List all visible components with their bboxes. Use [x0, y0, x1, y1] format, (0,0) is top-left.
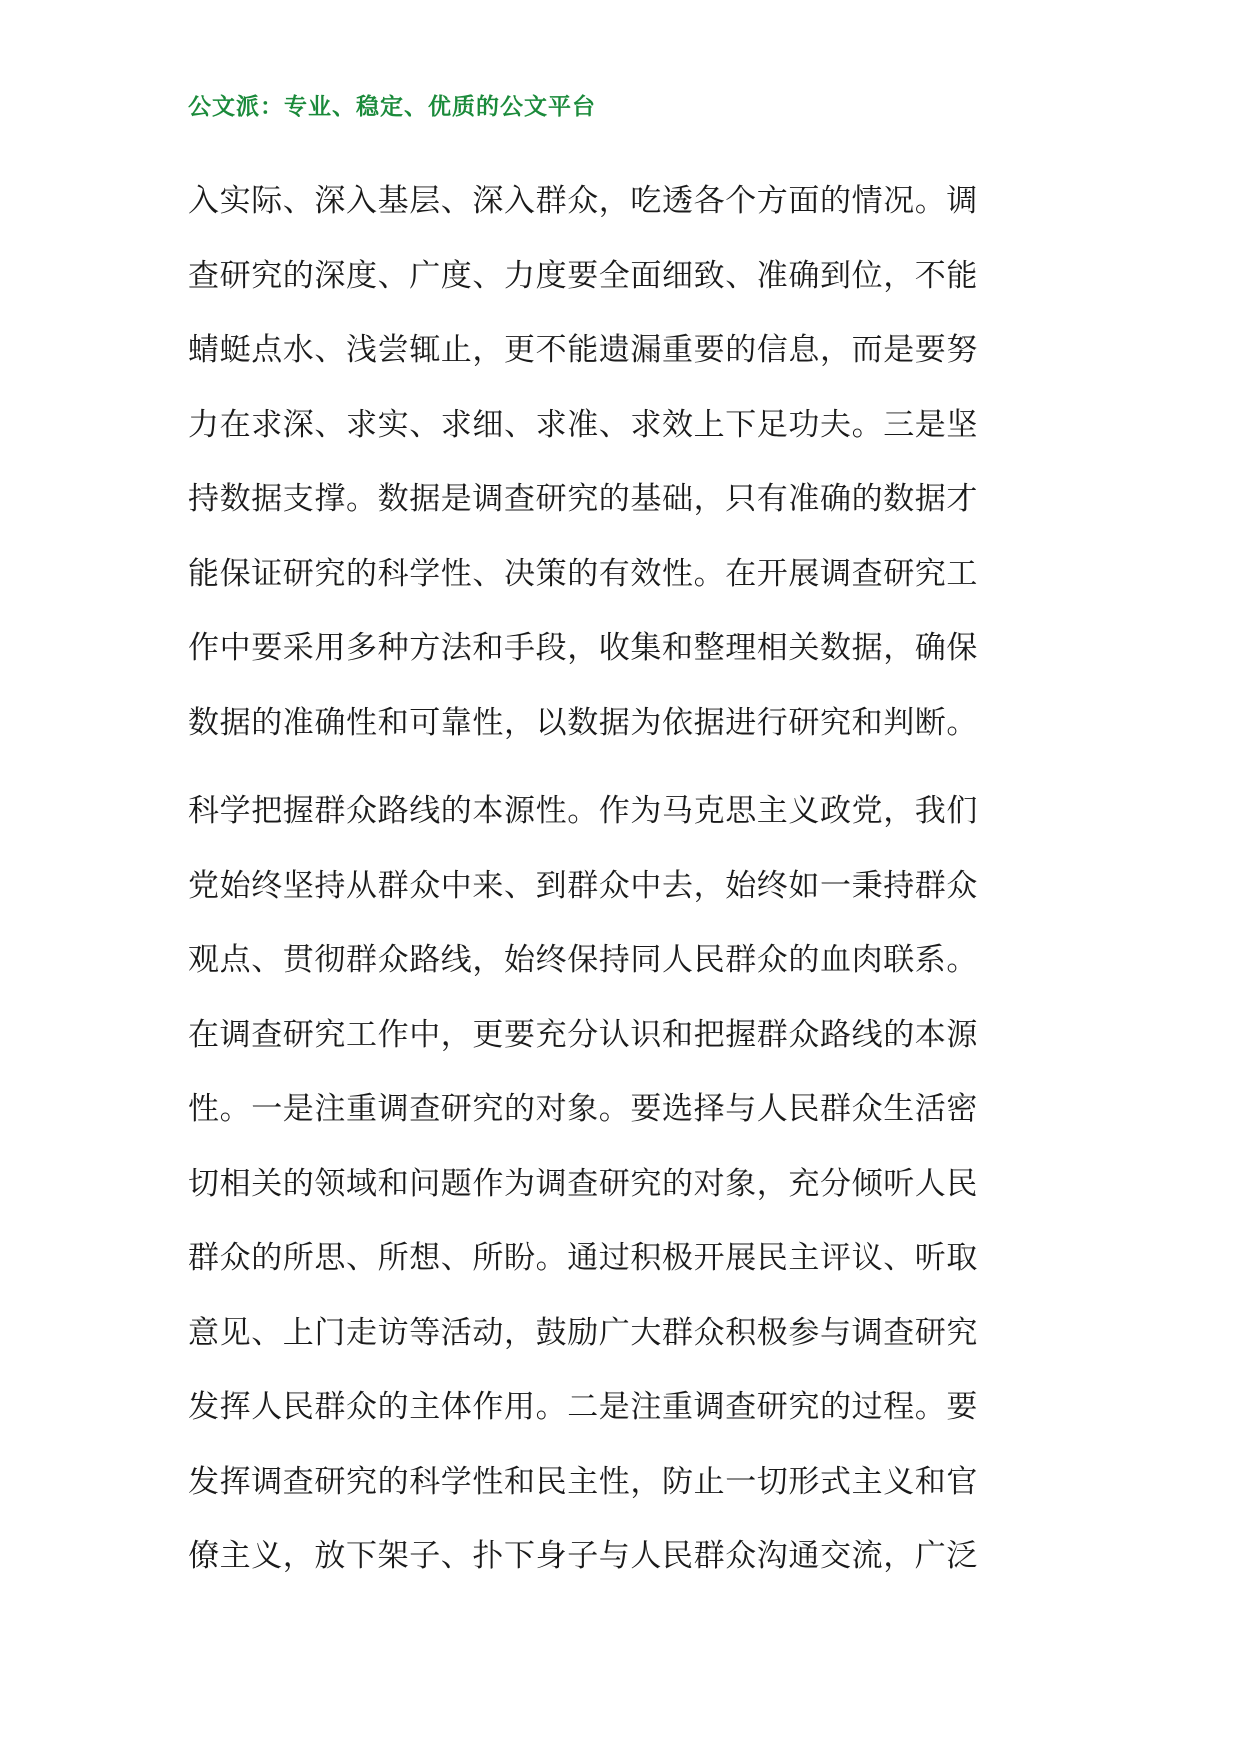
- page-header: 公文派：专业、稳定、优质的公文平台: [188, 93, 596, 120]
- text-line: 党始终坚持从群众中来、到群众中去，始终如一秉持群众: [188, 867, 978, 904]
- text-line: 发挥调查研究的科学性和民主性，防止一切形式主义和官: [188, 1463, 978, 1500]
- text-line: 入实际、深入基层、深入群众，吃透各个方面的情况。调: [188, 183, 978, 219]
- text-line: 僚主义，放下架子、扑下身子与人民群众沟通交流，广泛: [188, 1538, 978, 1574]
- text-line: 力在求深、求实、求细、求准、求效上下足功夫。三是坚: [188, 406, 978, 443]
- text-line: 作中要采用多种方法和手段，收集和整理相关数据，确保: [188, 630, 978, 666]
- text-line: 科学把握群众路线的本源性。作为马克思主义政党，我们: [188, 793, 978, 829]
- text-line: 蜻蜓点水、浅尝辄止，更不能遗漏重要的信息，而是要努: [188, 332, 978, 368]
- text-line: 持数据支撑。数据是调查研究的基础，只有准确的数据才: [188, 481, 978, 517]
- text-line: 在调查研究工作中，更要充分认识和把握群众路线的本源: [188, 1016, 978, 1053]
- text-line: 能保证研究的科学性、决策的有效性。在开展调查研究工: [188, 555, 978, 592]
- text-line: 切相关的领域和问题作为调查研究的对象，充分倾听人民: [188, 1165, 978, 1202]
- paragraph: [188, 164, 1056, 760]
- paragraph-spacer: [188, 760, 1056, 774]
- text-line: 数据的准确性和可靠性，以数据为依据进行研究和判断。: [188, 704, 978, 741]
- text-line: 群众的所思、所想、所盼。通过积极开展民主评议、听取: [188, 1240, 978, 1276]
- text-line: 查研究的深度、广度、力度要全面细致、准确到位，不能: [188, 257, 978, 294]
- paragraph: [188, 774, 1056, 1594]
- text-line: 意见、上门走访等活动，鼓励广大群众积极参与调查研究: [188, 1314, 978, 1351]
- text-line: 性。一是注重调查研究的对象。要选择与人民群众生活密: [188, 1091, 978, 1127]
- text-line: 观点、贯彻群众路线，始终保持同人民群众的血肉联系。: [188, 942, 978, 978]
- document-body: [188, 164, 1056, 1594]
- text-line: 发挥人民群众的主体作用。二是注重调查研究的过程。要: [188, 1389, 978, 1425]
